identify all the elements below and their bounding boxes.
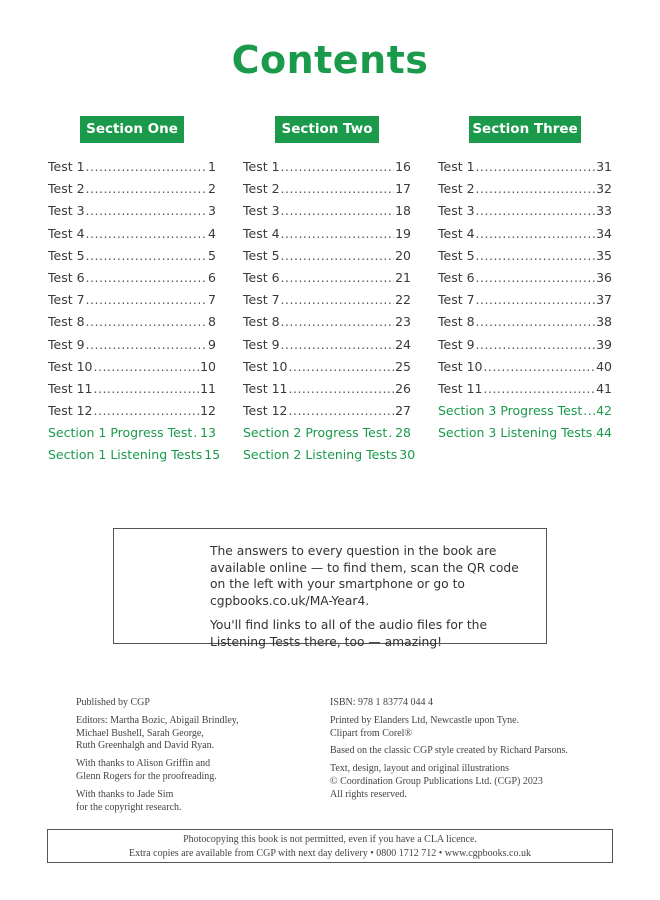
dot-leader [476, 203, 596, 218]
toc-entry-label: Test 8 [243, 314, 280, 330]
toc-entry [438, 337, 612, 359]
toc-entry-label: Test 11 [48, 380, 93, 396]
answers-text [210, 543, 538, 650]
dot-leader [281, 314, 395, 329]
toc-entry-page: 8 [208, 314, 216, 330]
toc-entry-label: Section 3 Progress Test [438, 403, 583, 419]
dot-leader [281, 181, 395, 196]
toc-entry-page: 5 [208, 247, 216, 263]
page-title: Contents [231, 38, 429, 82]
toc-entry [48, 425, 216, 447]
section-two-column [243, 116, 416, 470]
toc-entry [243, 181, 411, 203]
dot-leader [281, 248, 395, 263]
toc-entry-label: Section 3 Listening Tests [438, 425, 593, 441]
toc-entry-page: 13 [200, 425, 216, 441]
dot-leader [583, 403, 595, 418]
dot-leader [86, 270, 208, 285]
answers-info-box [113, 528, 547, 649]
toc-entry [48, 248, 216, 270]
toc-entry [243, 337, 411, 359]
toc-entry [243, 203, 411, 225]
toc-entry [243, 359, 411, 381]
toc-entry [438, 381, 612, 403]
toc-entry [48, 292, 216, 314]
toc-entry-label: Section 2 Listening Tests [243, 447, 398, 463]
toc-entry-label: Test 1 [438, 159, 475, 174]
dot-leader [281, 226, 395, 241]
toc-entry-label: Test 6 [243, 269, 280, 285]
toc-entry-page: 6 [208, 269, 216, 285]
toc-entry-label: Test 10 [438, 358, 483, 374]
dot-leader [86, 248, 208, 263]
toc-entry [438, 292, 612, 314]
toc-entry-page: 21 [395, 269, 411, 285]
toc-entry [243, 292, 411, 314]
toc-entry-label: Test 3 [438, 203, 475, 219]
dot-leader [476, 159, 596, 174]
toc-entry-label: Test 7 [48, 292, 85, 308]
toc-entry-page: 20 [395, 247, 411, 263]
dot-leader [388, 425, 394, 440]
proofreading-thanks: With thanks to Alison Griffin and Glenn Rogers for the proofreading. [76, 758, 217, 782]
toc-entry-label: Test 9 [243, 336, 280, 352]
section-three-list [438, 159, 612, 447]
toc-entry [243, 403, 411, 425]
dot-leader [476, 248, 596, 263]
toc-entry-label: Test 5 [243, 247, 280, 263]
toc-entry-page: 31 [596, 159, 612, 174]
toc-entry [48, 381, 216, 403]
toc-entry [438, 159, 612, 181]
toc-entry [438, 181, 612, 203]
publisher-line: Published by CGP [76, 697, 150, 708]
copyright-line: Text, design, layout and original illustrations © Coordination Group Publications Ltd. (CGP) 2023 All rights reserved. [330, 763, 543, 800]
notice-line-1: Photocopying this book is not permitted, even if you have a CLA licence. [183, 834, 477, 845]
toc-entry-label: Test 3 [243, 203, 280, 219]
dot-leader [94, 403, 200, 418]
section-three-column [438, 116, 612, 447]
toc-entry-label: Test 7 [438, 292, 475, 308]
section-one-list [48, 159, 221, 470]
toc-entry [48, 314, 216, 336]
editors-line: Editors: Martha Bozic, Abigail Brindley, Michael Bushell, Sarah George, Ruth Greenhalgh and David Ryan. [76, 714, 239, 752]
toc-entry-page: 27 [395, 403, 411, 419]
dot-leader [86, 226, 208, 241]
dot-leader [193, 425, 199, 440]
toc-entry-page: 32 [596, 181, 612, 197]
dot-leader [94, 359, 200, 374]
toc-entry [48, 181, 216, 203]
dot-leader [476, 270, 596, 285]
toc-entry-label: Test 4 [48, 225, 85, 241]
toc-entry-page: 26 [395, 380, 411, 396]
dot-leader [281, 203, 395, 218]
dot-leader [476, 314, 596, 329]
toc-entry-page: 1 [208, 159, 216, 174]
toc-entry-page: 44 [596, 425, 612, 441]
toc-entry-page: 7 [208, 292, 216, 308]
credits-left [76, 697, 286, 819]
dot-leader [476, 181, 596, 196]
toc-entry [48, 159, 216, 181]
toc-entry [243, 159, 411, 181]
dot-leader [289, 381, 395, 396]
toc-entry-label: Test 10 [243, 358, 288, 374]
toc-entry-label: Test 5 [48, 247, 85, 263]
toc-entry-label: Test 9 [48, 336, 85, 352]
toc-entry-label: Test 8 [438, 314, 475, 330]
toc-entry-label: Section 2 Progress Test [243, 425, 388, 441]
toc-entry [438, 403, 612, 425]
section-one-heading: Section One [80, 116, 184, 143]
toc-entry-label: Section 1 Listening Tests [48, 447, 203, 463]
dot-leader [289, 403, 395, 418]
dot-leader [289, 359, 395, 374]
toc-entry [48, 447, 221, 469]
toc-entry [243, 447, 416, 469]
toc-entry-page: 9 [208, 336, 216, 352]
dot-leader [593, 425, 595, 440]
dot-leader [86, 292, 208, 307]
toc-entry-page: 41 [596, 380, 612, 396]
toc-entry-page: 12 [200, 403, 216, 419]
section-three-heading: Section Three [469, 116, 581, 143]
toc-entry [438, 425, 612, 447]
toc-entry-page: 15 [204, 447, 221, 463]
toc-entry-label: Test 2 [48, 181, 85, 197]
dot-leader [484, 381, 596, 396]
dot-leader [281, 292, 395, 307]
toc-entry-page: 18 [395, 203, 411, 219]
toc-entry-label: Test 4 [438, 225, 475, 241]
dot-leader [281, 270, 395, 285]
toc-entry [243, 270, 411, 292]
toc-entry-page: 34 [596, 225, 612, 241]
toc-entry [243, 226, 411, 248]
toc-entry-page: 38 [596, 314, 612, 330]
dot-leader [86, 314, 208, 329]
section-two-list [243, 159, 416, 470]
toc-entry-label: Test 6 [438, 269, 475, 285]
toc-entry [243, 314, 411, 336]
toc-entry [48, 359, 216, 381]
toc-entry [438, 203, 612, 225]
dot-leader [476, 337, 596, 352]
dot-leader [86, 181, 208, 196]
toc-entry-page: 39 [596, 336, 612, 352]
toc-entry [48, 226, 216, 248]
toc-entry [438, 314, 612, 336]
toc-entry-page: 25 [395, 358, 411, 374]
toc-entry-label: Test 2 [243, 181, 280, 197]
dot-leader [281, 337, 395, 352]
toc-entry [438, 248, 612, 270]
section-two-heading: Section Two [275, 116, 379, 143]
toc-entry-page: 16 [395, 159, 411, 174]
toc-entry-page: 42 [596, 403, 612, 419]
dot-leader [86, 337, 208, 352]
toc-entry [48, 337, 216, 359]
toc-entry-page: 35 [596, 247, 612, 263]
toc-entry-page: 40 [596, 358, 612, 374]
toc-entry [48, 270, 216, 292]
toc-entry-label: Test 1 [48, 159, 85, 174]
style-credit: Based on the classic CGP style created by Richard Parsons. [330, 745, 568, 757]
toc-entry-page: 37 [596, 292, 612, 308]
dot-leader [281, 159, 395, 174]
dot-leader [94, 381, 200, 396]
dot-leader [86, 159, 208, 174]
notice-line-2: Extra copies are available from CGP with next day delivery • 0800 1712 712 • www.cgpbooks.co.uk [128, 848, 531, 859]
dot-leader [86, 203, 208, 218]
toc-entry [243, 248, 411, 270]
toc-entry-page: 28 [395, 425, 411, 441]
toc-entry-page: 22 [395, 292, 411, 308]
toc-entry-label: Test 2 [438, 181, 475, 197]
toc-entry-page: 30 [399, 447, 416, 463]
toc-entry-label: Test 11 [243, 380, 288, 396]
toc-entry-label: Test 7 [243, 292, 280, 308]
toc-entry [48, 203, 216, 225]
toc-entry [438, 359, 612, 381]
toc-entry-label: Test 12 [48, 403, 93, 419]
toc-entry-label: Test 10 [48, 358, 93, 374]
dot-leader [476, 292, 596, 307]
toc-entry-page: 4 [208, 225, 216, 241]
audio-paragraph: You'll find links to all of the audio files for the Listening Tests there, too — amazing! [210, 618, 488, 649]
toc-entry-label: Test 8 [48, 314, 85, 330]
toc-entry-page: 10 [200, 358, 216, 374]
toc-entry-page: 3 [208, 203, 216, 219]
dot-leader [484, 359, 596, 374]
section-one-column [48, 116, 221, 470]
printer-line: Printed by Elanders Ltd, Newcastle upon Tyne. Clipart from Corel® [330, 714, 520, 739]
toc-entry-page: 2 [208, 181, 216, 197]
toc-entry-label: Test 1 [243, 159, 280, 174]
toc-entry-label: Test 5 [438, 247, 475, 263]
isbn-line: ISBN: 978 1 83774 044 4 [330, 697, 434, 708]
toc-entry [243, 381, 411, 403]
toc-entry-page: 11 [200, 380, 216, 396]
toc-entry [243, 425, 411, 447]
toc-entry [48, 403, 216, 425]
toc-entry-label: Test 9 [438, 336, 475, 352]
photocopy-notice [47, 829, 613, 863]
toc-entry-label: Test 4 [243, 225, 280, 241]
toc-entry-page: 23 [395, 314, 411, 330]
toc-entry [438, 270, 612, 292]
answers-paragraph: The answers to every question in the book are available online — to find them, scan the QR code on the left with your smartphone or go to cgpbooks.co.uk/MA-Year4. [210, 544, 519, 608]
toc-entry-page: 19 [395, 225, 411, 241]
toc-entry-label: Test 6 [48, 269, 85, 285]
toc-entry-label: Test 3 [48, 203, 85, 219]
toc-entry-page: 36 [596, 269, 612, 285]
toc-entry-label: Section 1 Progress Test [48, 425, 193, 441]
toc-entry-page: 17 [395, 181, 411, 197]
toc-entry-label: Test 12 [243, 403, 288, 419]
toc-entry-page: 33 [596, 203, 612, 219]
toc-entry-page: 24 [395, 336, 411, 352]
toc-entry [438, 226, 612, 248]
credits-right [330, 697, 620, 807]
toc-entry-label: Test 11 [438, 380, 483, 396]
dot-leader [476, 226, 596, 241]
copyright-research-thanks: With thanks to Jade Sim for the copyright research. [76, 788, 182, 813]
